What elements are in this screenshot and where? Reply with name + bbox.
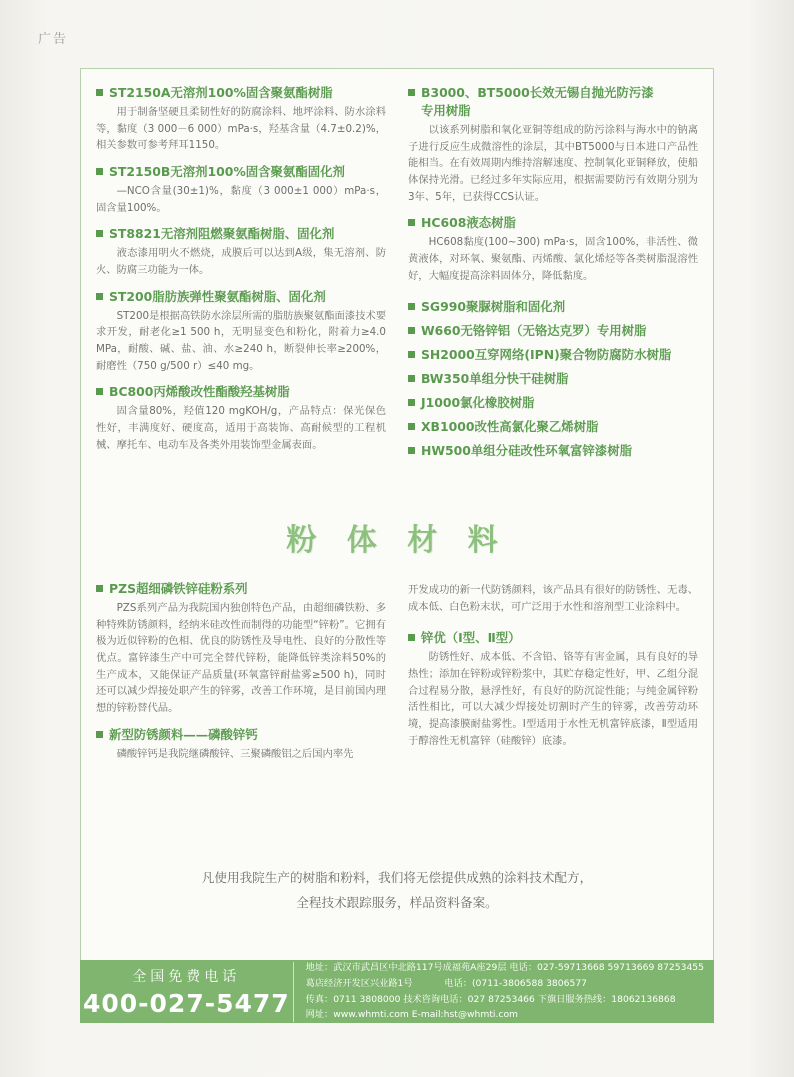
bullet-square-icon — [96, 89, 103, 96]
product-heading — [408, 442, 698, 460]
bullet-square-icon — [96, 168, 103, 175]
footer-contact-info — [294, 956, 714, 1027]
product-entry — [96, 225, 386, 278]
footer-address-line-2-tel: 电话：(0711-3806588 3806577 — [444, 977, 588, 989]
product-body: 磷酸锌钙是我院继磷酸锌、三聚磷酸铝之后国内率先 — [116, 747, 354, 760]
bullet-square-icon — [96, 731, 103, 738]
bullet-square-icon — [408, 327, 415, 334]
bullet-square-icon — [408, 303, 415, 310]
bullet-square-icon — [408, 399, 415, 406]
product-body: 防锈性好、成本低、不含铅、铬等有害金属，具有良好的导热性；添加在锌粉或锌粉浆中，其贮存稳定性好，甲、乙组分混合过程易分散，悬浮性好，有良好的防沉淀性能；与纯金属锌粉活性相比，可以大减少焊接处切割时产生的锌雾，改善劳动环境，提高漆膜耐盐雾性。Ⅰ型适用于水性无机富锌底漆，Ⅱ型适用于醇溶性无机富锌（硅酸锌）底漆。 — [408, 651, 698, 747]
product-title: BW350单组分快干硅树脂 — [421, 371, 569, 387]
bullet-square-icon — [408, 351, 415, 358]
product-title: ST2150B无溶剂100%固含聚氨酯固化剂 — [109, 164, 345, 179]
product-title: PZS超细磷铁锌硅粉系列 — [109, 581, 248, 596]
product-heading — [408, 418, 698, 436]
product-heading — [408, 298, 698, 316]
list-item — [408, 418, 698, 436]
product-title: J1000氯化橡胶树脂 — [421, 395, 535, 411]
product-title: SG990聚脲树脂和固化剂 — [421, 299, 566, 315]
product-entry — [96, 84, 386, 154]
product-title: W660无铬锌铝（无铬达克罗）专用树脂 — [421, 323, 647, 339]
product-heading — [408, 214, 698, 232]
product-entry — [96, 383, 386, 453]
product-heading — [408, 322, 698, 340]
product-body: 用于制备坚硬且柔韧性好的防腐涂料、地坪涂料、防水涂料等，黏度（3 000－6 000）mPa·s，羟基含量（4.7±0.2)%，相关参数可参考拜耳1150。 — [96, 105, 386, 152]
product-heading — [96, 84, 386, 102]
hotline-number: 400-027-5477 — [82, 988, 290, 1018]
product-heading — [96, 225, 386, 243]
footer-address-line-3: 传真：0711 3808000 技术咨询电话：027 87253466 下旗日服务热线：18062136868 — [305, 993, 676, 1005]
product-body: 以该系列树脂和氧化亚铜等组成的防污涂料与海水中的钠离子进行反应生成微溶性的涂层，其中BT5000与日本进口产品性能相当。在有效周期内维持溶解速度、控制氧化亚铜释放，使船体保持光滑。已经过多年实际应用，根据需要防污有效期分别为3年、5年，已获得CCS认证。 — [408, 123, 698, 203]
product-entry — [96, 580, 386, 717]
powder-left-column — [96, 580, 386, 771]
footer-hotline — [80, 962, 294, 1022]
product-name-list — [408, 298, 698, 460]
product-body: 液态漆用明火不燃烧，成膜后可以达到A级，集无溶剂、防火、防腐三功能为一体。 — [96, 247, 386, 276]
powder-columns — [96, 580, 698, 771]
closing-line-1: 凡使用我院生产的树脂和粉料，我们将无偿提供成熟的涂料技术配方， — [201, 870, 593, 885]
product-title: HC608液态树脂 — [421, 215, 516, 231]
product-heading — [408, 394, 698, 412]
bullet-square-icon — [408, 219, 415, 226]
powder-continuation-text: 开发成功的新一代防锈颜料，该产品具有很好的防锈性、无毒、成本低、白色粉末状，可广泛用于水性和溶剂型工业涂料中。 — [408, 584, 698, 613]
product-entry — [96, 726, 386, 763]
footer-address-line-4: 网址：www.whmti.com E-mail:hst@whmti.com — [305, 1009, 519, 1021]
list-item — [408, 346, 698, 364]
section-title-powder: 粉 体 材 料 — [286, 523, 508, 558]
closing-statement — [96, 865, 698, 915]
product-body: ST200是根据高铁防水涂层所需的脂肪族聚氨酯面漆技术要求开发，耐老化≥1 500 h，无明显变色和粉化，附着力≥4.0 MPa，耐酸、碱、盐、油、水≥240 h，断裂伸长率≥200%，耐磨性（750 g/500 r）≤40 mg。 — [96, 309, 386, 372]
product-title: HW500单组分硅改性环氧富锌漆树脂 — [421, 443, 632, 459]
footer-address-line-2: 葛店经济开发区兴业路1号 — [305, 977, 413, 989]
product-entry — [408, 629, 698, 749]
product-heading — [96, 580, 386, 598]
list-item — [408, 370, 698, 388]
product-heading — [408, 346, 698, 364]
product-body: PZS系列产品为我院国内独创特色产品，由超细磷铁粉、多种特殊防锈颜料，经纳米硅改性而制得的功能型“锌粉”。它拥有极为近似锌粉的色相、优良的防锈性及导电性、良好的分散性等优点。富锌漆生产中可完全替代锌粉，能降低锌类涂料50%的生产成本，又能保证产品质量(环氧富锌耐盐雾≥500 h)，同时还可以减少焊接处职产生的锌雾，改善工作环境，是目前国内理想的锌粉替代品。 — [96, 601, 386, 715]
product-body: —NCO含量(30±1)%，黏度（3 000±1 000）mPa·s，固含量100%。 — [96, 184, 386, 214]
bullet-square-icon — [408, 423, 415, 430]
product-entry — [408, 214, 698, 284]
bullet-square-icon — [408, 375, 415, 382]
bullet-square-icon — [96, 388, 103, 395]
list-item — [408, 394, 698, 412]
product-body: HC608黏度(100~300) mPa·s，固含100%，非活性、微黄液体，对环氧、聚氨酯、丙烯酸、氯化烯烃等各类树脂混溶性好，大幅度提高涂料固体分，降低黏度。 — [408, 236, 698, 282]
hotline-label: 全国免费电话 — [132, 968, 241, 985]
bullet-square-icon — [96, 585, 103, 592]
top-columns — [96, 84, 698, 466]
product-heading — [408, 370, 698, 388]
product-entry — [96, 163, 386, 216]
product-heading — [408, 84, 698, 102]
bullet-square-icon — [96, 230, 103, 237]
product-title: 锌优（Ⅰ型、Ⅱ型） — [421, 630, 521, 646]
product-heading — [96, 288, 386, 306]
product-body: 固含量80%，羟值120 mgKOH/g，产品特点：保光保色性好，丰满度好、硬度高，适用于高装饰、高耐候型的工程机械、摩托车、电动车及各类外用装饰型金属表面。 — [96, 405, 386, 451]
list-item — [408, 298, 698, 316]
product-title: XB1000改性高氯化聚乙烯树脂 — [421, 419, 599, 435]
ad-mark: 广告 — [38, 32, 69, 47]
bullet-square-icon — [96, 293, 103, 300]
product-heading — [96, 383, 386, 401]
footer-address-line-2-wrap — [306, 976, 704, 992]
product-title: SH2000互穿网络(IPN)聚合物防腐防水树脂 — [421, 347, 672, 363]
product-title-line2: 专用树脂 — [421, 102, 471, 118]
list-item — [408, 442, 698, 460]
product-entry — [408, 84, 698, 205]
product-title: B3000、BT5000长效无锡自抛光防污漆 — [421, 85, 654, 100]
bullet-square-icon — [408, 634, 415, 641]
closing-line-2: 全程技术跟踪服务，样品资料备案。 — [296, 895, 498, 911]
product-title: ST200脂肪族弹性聚氨酯树脂、固化剂 — [109, 288, 326, 304]
product-title-second-line-wrap — [408, 102, 698, 120]
product-entry — [96, 288, 386, 375]
bullet-square-icon — [408, 447, 415, 454]
product-title: BC800丙烯酸改性酯酸羟基树脂 — [109, 384, 290, 400]
product-heading — [96, 163, 386, 181]
list-item — [408, 322, 698, 340]
powder-right-column — [408, 580, 698, 771]
footer-bar — [80, 960, 714, 1023]
right-column — [408, 84, 698, 466]
left-column — [96, 84, 386, 466]
product-title: ST2150A无溶剂100%固含聚氨酯树脂 — [109, 85, 333, 100]
product-heading — [408, 629, 698, 647]
product-title: ST8821无溶剂阻燃聚氨酯树脂、固化剂 — [109, 226, 335, 242]
footer-address-line-1: 地址：武汉市武昌区中北路117号成福苑A座29层 电话：027-59713668 59713669 87253455 — [305, 961, 704, 973]
product-heading — [96, 726, 386, 744]
bullet-square-icon — [408, 89, 415, 96]
product-title: 新型防锈颜料——磷酸锌钙 — [109, 726, 258, 742]
